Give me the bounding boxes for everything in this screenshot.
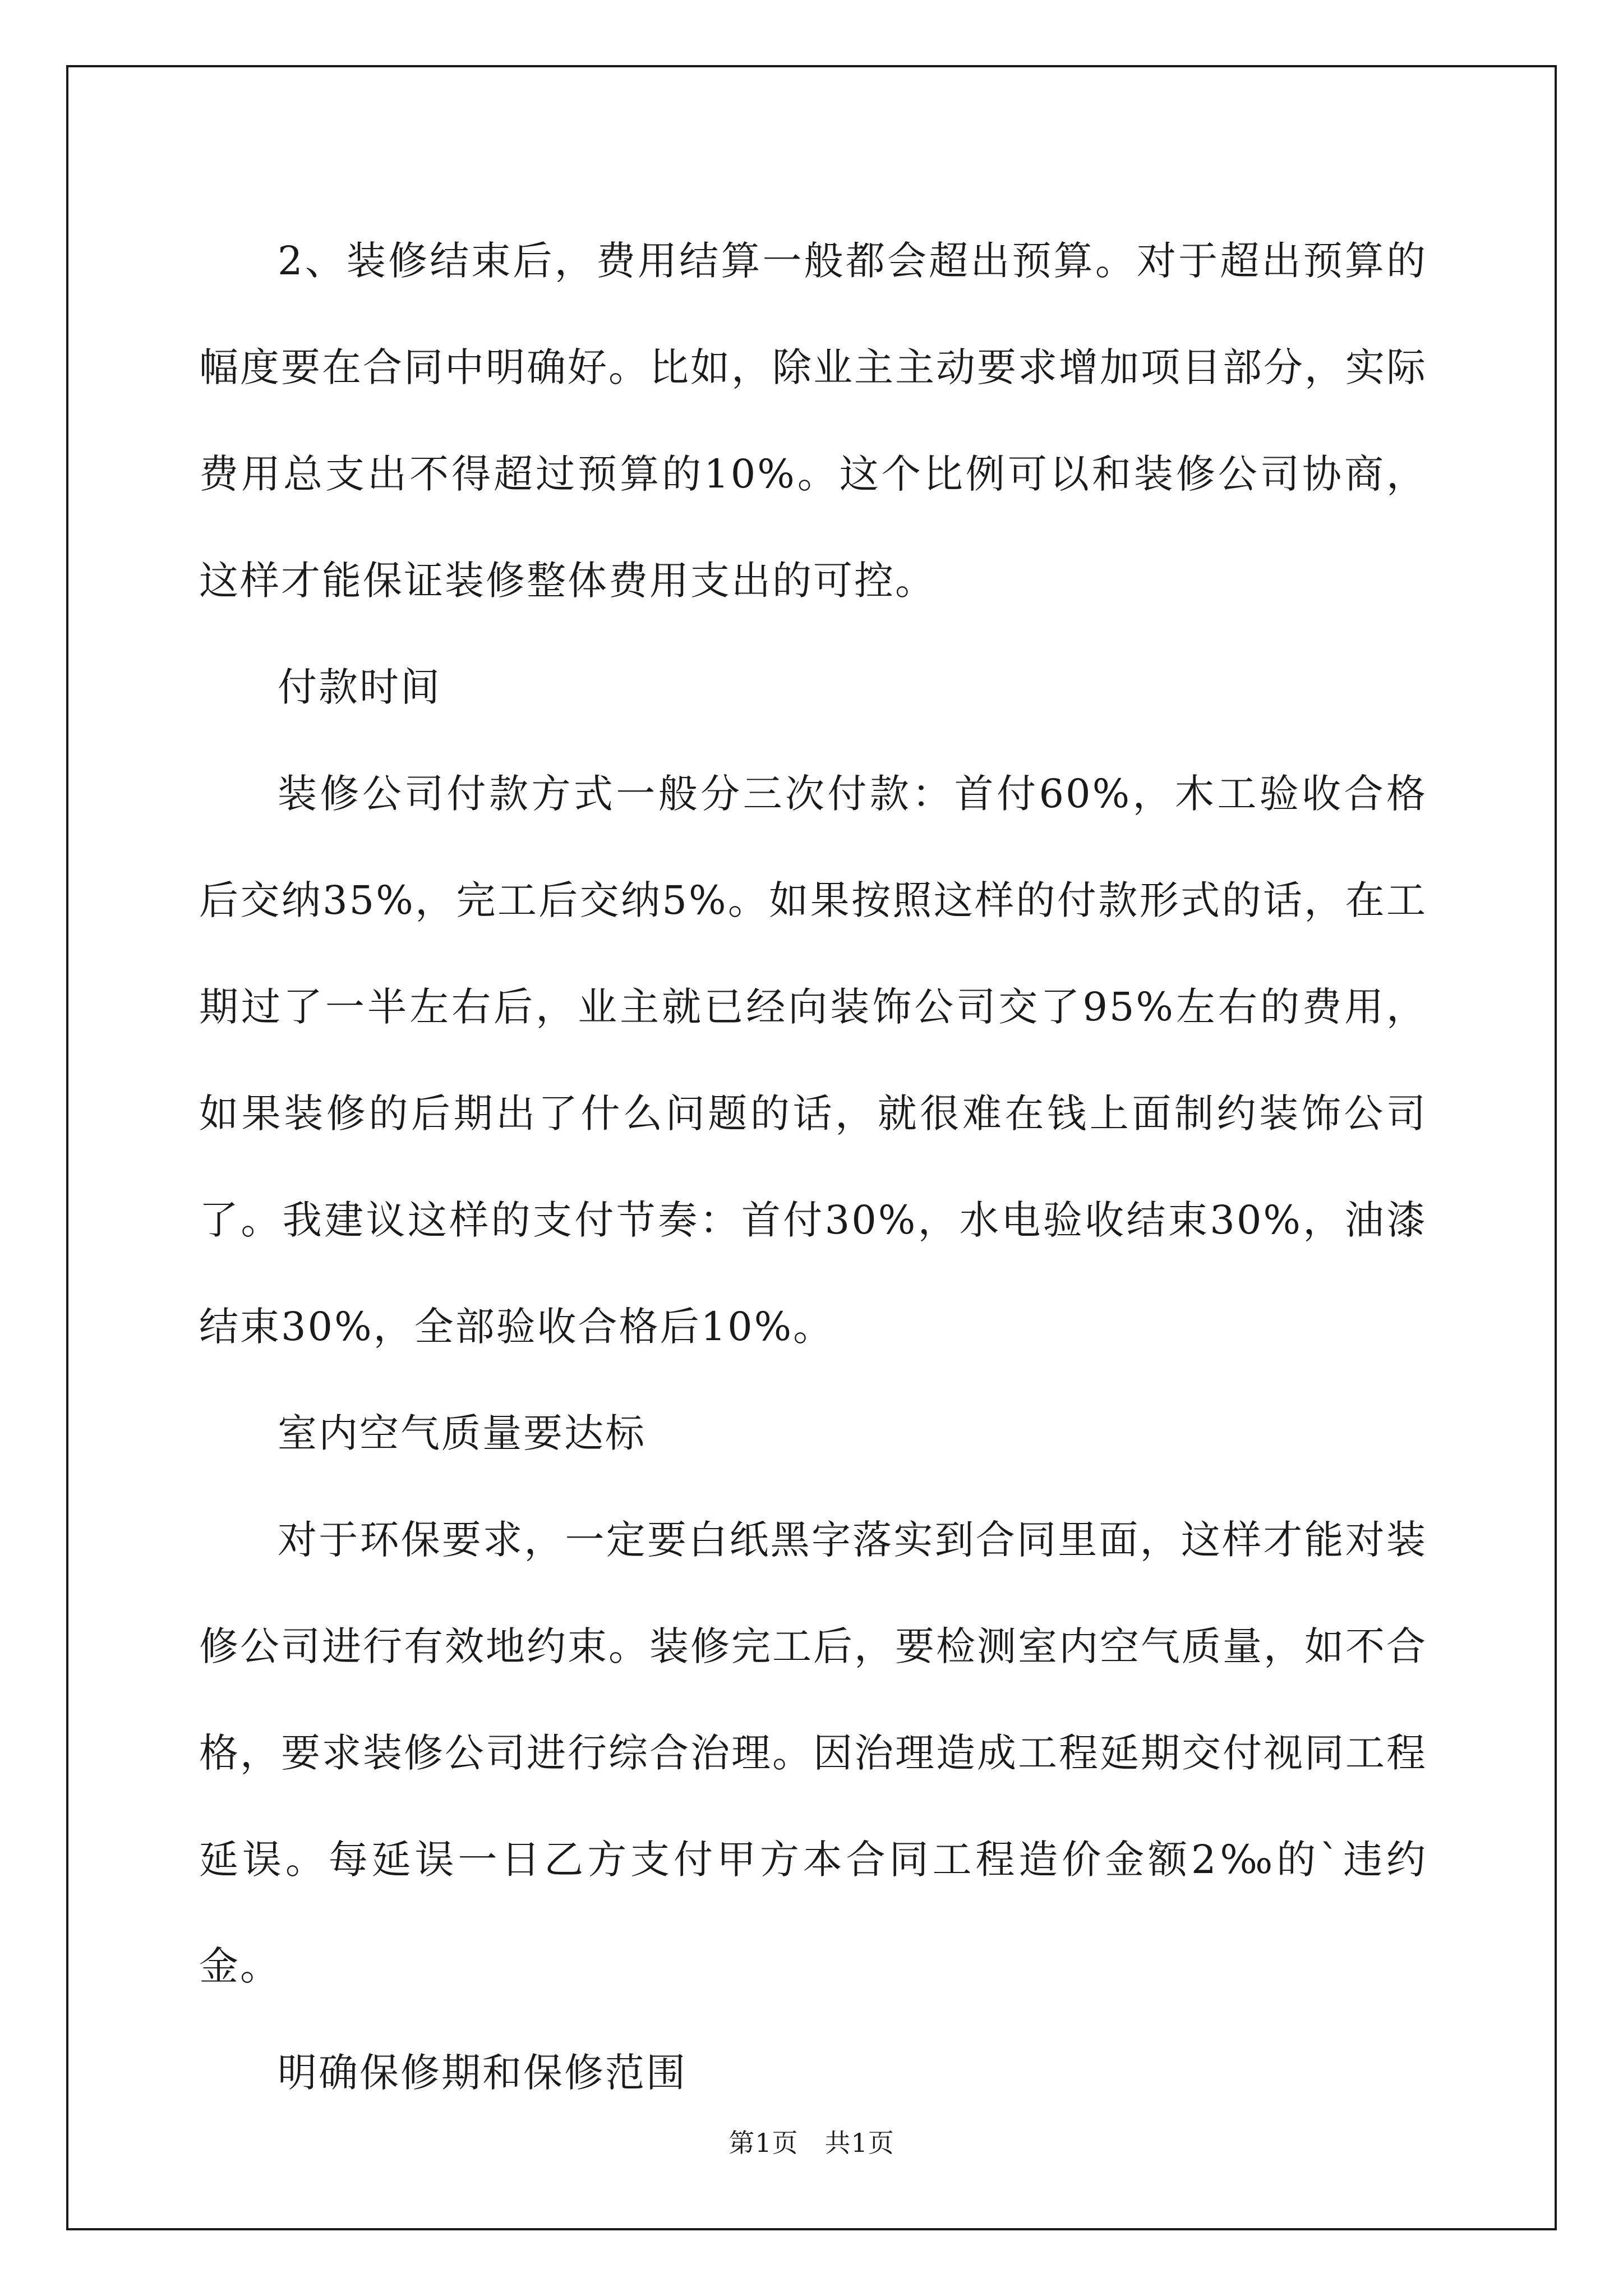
- heading-air-quality: 室内空气质量要达标: [278, 1410, 646, 1456]
- paragraph-budget-overrun: 2、装修结束后，费用结算一般都会超出预算。对于超出预算的幅度要在合同中明确好。比如，除业主主动要求增加项目部分，实际费用总支出不得超过预算的10%。这个比例可以和装修公司协商，这样才能保证装修整体费用支出的可控。: [199, 238, 1427, 604]
- document-body: [199, 208, 1427, 2126]
- heading-payment-time: 付款时间: [278, 664, 441, 710]
- paragraph-payment-method: 装修公司付款方式一般分三次付款：首付60%，木工验收合格后交纳35%，完工后交纳5%。如果按照这样的付款形式的话，在工期过了一半左右后，业主就已经向装饰公司交了95%左右的费用，如果装修的后期出了什么问题的话，就很难在钱上面制约装饰公司了。我建议这样的支付节奏：首付30%，水电验收结束30%，油漆结束30%，全部验收合格后10%。: [199, 771, 1427, 1350]
- page-footer: [0, 2126, 1623, 2160]
- page-number-total: 共1页: [824, 2128, 895, 2158]
- page-number-current: 第1页: [728, 2128, 799, 2158]
- paragraph-environmental-requirements: 对于环保要求，一定要白纸黑字落实到合同里面，这样才能对装修公司进行有效地约束。装修完工后，要检测室内空气质量，如不合格，要求装修公司进行综合治理。因治理造成工程延期交付视同工程延误。每延误一日乙方支付甲方本合同工程造价金额2‰的`违约金。: [199, 1517, 1427, 1989]
- heading-warranty: 明确保修期和保修范围: [278, 2050, 687, 2096]
